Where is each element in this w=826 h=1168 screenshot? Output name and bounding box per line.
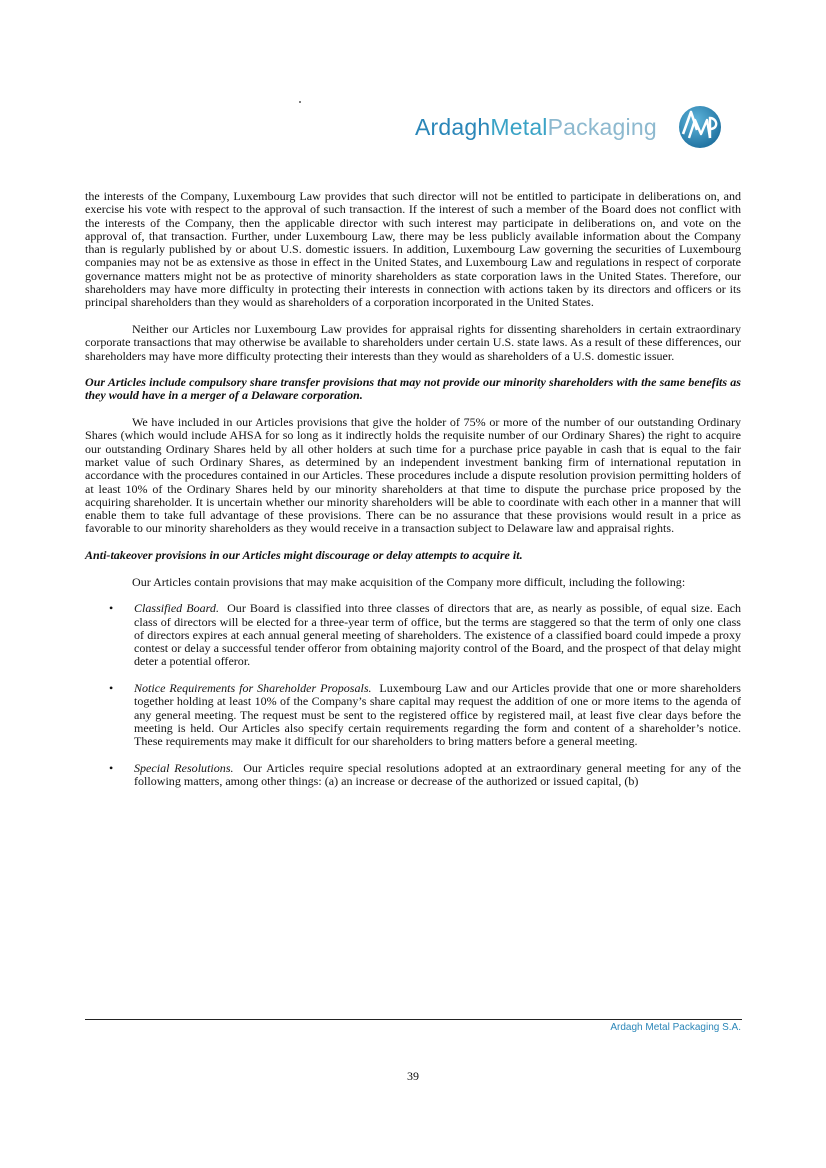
paragraph-share-transfer: We have included in our Articles provisions that give the holder of 75% or more of the number of our outstanding Ordinary Shares (which would include AHSA for so long as it indirectly holds the requisite number of our Ordinary Shares) the right to acquire our outstanding Ordinary Shares held by all other holders at such time for a purchase price payable in cash that is equal to the fair market value of such Ordinary Shares, as determined by an independent investment banking firm of international reputation in accordance with the procedures contained in our Articles. These procedures include a dispute resolution provision permitting holders of at least 10% of the Ordinary Shares held by our minority shareholders at that time to dispute the purchase price proposed by the acquiring shareholder. It is uncertain whether our minority shareholders will be able to coordinate with each other in a manner that will enable them to take full advantage of these provisions. There can be no assurance that these provisions would result in a price as favorable to our minority shareholders as they would receive in a transaction subject to Delaware law and appraisal rights.: [85, 415, 741, 536]
logo-word-metal: Metal: [490, 114, 548, 140]
main-content: [85, 190, 741, 788]
list-item-notice-requirements: [85, 682, 741, 748]
list-item-term: Notice Requirements for Shareholder Proposals.: [134, 680, 372, 695]
section-heading-share-transfer: Our Articles include compulsory share transfer provisions that may not provide our minority shareholders with the same benefits as they would have in a merger of a Delaware corporation.: [85, 375, 741, 403]
paragraph-director-interests: the interests of the Company, Luxembourg Law provides that such director will not be entitled to participate in deliberations on, and exercise his vote with respect to the approval of such transaction. If the interest of such a member of the Board does not conflict with the interests of the Company, then the applicable director with such interest may participate in deliberations on, and vote on the approval of, that transaction. Further, under Luxembourg Law, there may be less publicly available information about the Company than is regularly published by or about U.S. domestic issuers. In addition, Luxembourg Law governing the securities of Luxembourg companies may not be as extensive as those in effect in the United States, and Luxembourg Law and regulations in respect of corporate governance matters might not be as protective of minority shareholders as state corporation laws in the United States. Therefore, our shareholders may have more difficulty in protecting their interests in connection with actions taken by its directors and officers or its principal shareholders than they would as shareholders of a corporation incorporated in the United States.: [85, 189, 741, 310]
list-item-classified-board: [85, 602, 741, 668]
stray-dot: [299, 101, 301, 103]
bullet-icon: •: [109, 601, 114, 616]
paragraph-appraisal-rights: Neither our Articles nor Luxembourg Law provides for appraisal rights for dissenting shareholders in certain extraordinary corporate transactions that may otherwise be available to shareholders under certain U.S. state laws. As a result of these differences, our shareholders may have more difficulty protecting their interests than they would as shareholders of a U.S. domestic issuer.: [85, 321, 741, 363]
logo-word-ardagh: Ardagh: [415, 114, 491, 140]
list-item-term: Special Resolutions.: [134, 760, 234, 775]
footer-divider: [85, 1019, 742, 1020]
logo-word-packaging: Packaging: [547, 114, 657, 140]
paragraph-anti-takeover-intro: Our Articles contain provisions that may make acquisition of the Company more difficult, including the following:: [132, 574, 686, 589]
section-heading-anti-takeover: Anti-takeover provisions in our Articles might discourage or delay attempts to acquire it.: [85, 548, 523, 563]
bullet-icon: •: [109, 760, 114, 775]
bullet-icon: •: [109, 680, 114, 695]
logo-wordmark: [415, 114, 657, 141]
list-item-term: Classified Board.: [134, 601, 219, 616]
company-logo: [415, 102, 725, 154]
footer-company-name: Ardagh Metal Packaging S.A.: [610, 1022, 741, 1033]
amp-logo-icon: [677, 104, 723, 150]
list-item-text: Our Board is classified into three classes of directors that are, as nearly as possible, of equal size. Each class of directors will be elected for a three-year term of office, but the terms are staggered so that the term of only one class of directors expires at each annual general meeting of shareholders. The existence of a classified board could impede a proxy contest or delay a successful tender offeror from obtaining majority control of the Board, and the prospect of that delay might deter a potential offeror.: [134, 601, 741, 669]
list-item-special-resolutions: [85, 762, 741, 789]
list-item-text: Our Articles require special resolutions adopted at an extraordinary general meeting for any of the following matters, among other things: (a) an increase or decrease of the authorized or issued capital, (b): [134, 760, 741, 789]
page-number: 39: [407, 1069, 419, 1083]
list-item-text: Luxembourg Law and our Articles provide that one or more shareholders together holding at least 10% of the Company’s share capital may request the addition of one or more items to the agenda of any general meeting. The request must be sent to the registered office by registered mail, at least five clear days before the meeting is held. Our Articles also specify certain requirements regarding the form and content of a shareholder’s notice. These requirements may make it difficult for our shareholders to bring matters before a general meeting.: [134, 680, 741, 749]
anti-takeover-list: [85, 602, 741, 788]
